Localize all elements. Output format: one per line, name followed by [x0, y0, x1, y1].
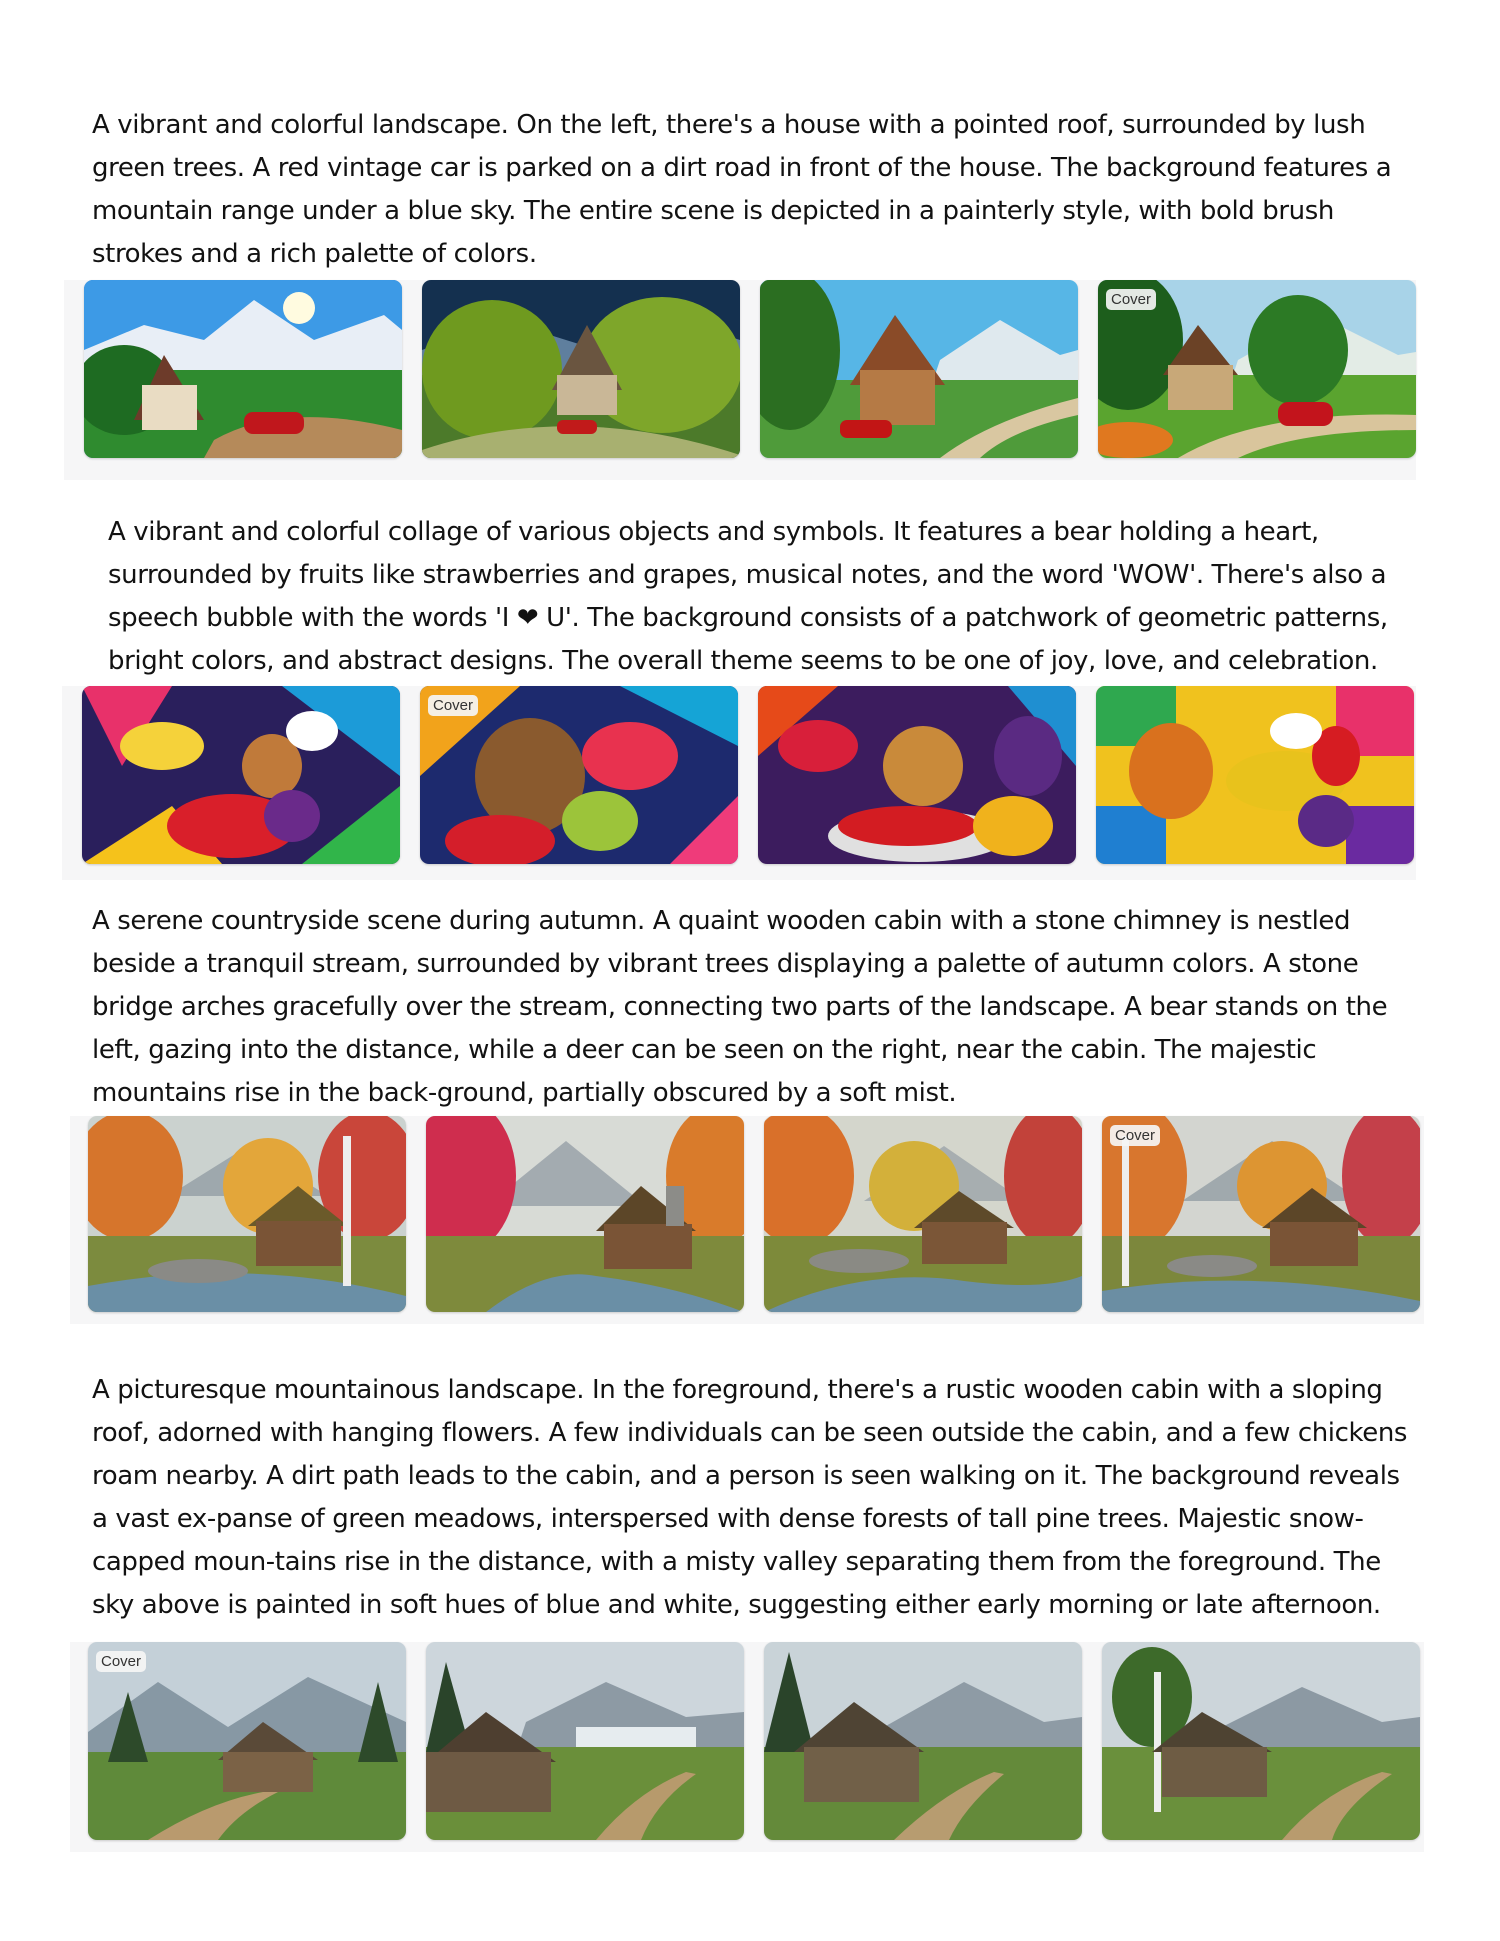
cover-badge: Cover — [1110, 1125, 1160, 1146]
thumbnail[interactable] — [760, 280, 1078, 458]
thumbnail[interactable] — [426, 1642, 744, 1840]
thumbnail[interactable] — [84, 280, 402, 458]
thumbnail[interactable] — [420, 686, 738, 864]
thumbnail[interactable] — [88, 1642, 406, 1840]
image-strip-2 — [62, 686, 1416, 880]
cover-badge: Cover — [428, 695, 478, 716]
thumbnail[interactable] — [82, 686, 400, 864]
cover-badge: Cover — [1106, 289, 1156, 310]
cover-badge: Cover — [96, 1651, 146, 1672]
image-strip-3 — [70, 1116, 1424, 1324]
thumbnail[interactable] — [764, 1642, 1082, 1840]
thumbnail[interactable] — [1096, 686, 1414, 864]
thumbnail[interactable] — [422, 280, 740, 458]
image-strip-4 — [70, 1642, 1424, 1852]
caption-3: A serene countryside scene during autumn. A quaint wooden cabin with a stone chimney is nestled beside a tranquil stream, surrounded by vibrant trees displaying a palette of autumn colors. A stone bridge arches gracefully over the stream, connecting two parts of the landscape. A bear stands on the left, gazing into the distance, while a deer can be seen on the right, near the cabin. The majestic mountains rise in the back-ground, partially obscured by a soft mist. — [92, 906, 1388, 1108]
image-strip-1 — [64, 280, 1416, 480]
thumbnail[interactable] — [764, 1116, 1082, 1312]
thumbnail[interactable] — [758, 686, 1076, 864]
thumbnail[interactable] — [1098, 280, 1416, 458]
thumbnail[interactable] — [426, 1116, 744, 1312]
caption-2: A vibrant and colorful collage of various objects and symbols. It features a bear holding a heart, surrounded by fruits like strawberries and grapes, musical notes, and the word 'WOW'. There's also a speech bubble with the words 'I ❤ U'. The background consists of a patchwork of geometric patterns, bright colors, and abstract designs. The overall theme seems to be one of joy, love, and celebration. — [108, 517, 1388, 676]
thumbnail[interactable] — [1102, 1116, 1420, 1312]
caption-4: A picturesque mountainous landscape. In the foreground, there's a rustic wooden cabin with a sloping roof, adorned with hanging flowers. A few individuals can be seen outside the cabin, and a few chickens roam nearby. A dirt path leads to the cabin, and a person is seen walking on it. The background reveals a vast ex-panse of green meadows, interspersed with dense forests of tall pine trees. Majestic snow-capped moun-tains rise in the distance, with a misty valley separating them from the foreground. The sky above is painted in soft hues of blue and white, suggesting either early morning or late afternoon. — [92, 1375, 1408, 1620]
thumbnail[interactable] — [88, 1116, 406, 1312]
thumbnail[interactable] — [1102, 1642, 1420, 1840]
caption-1: A vibrant and colorful landscape. On the left, there's a house with a pointed roof, surrounded by lush green trees. A red vintage car is parked on a dirt road in front of the house. The background features a mountain range under a blue sky. The entire scene is depicted in a painterly style, with bold brush strokes and a rich palette of colors. — [92, 110, 1392, 269]
